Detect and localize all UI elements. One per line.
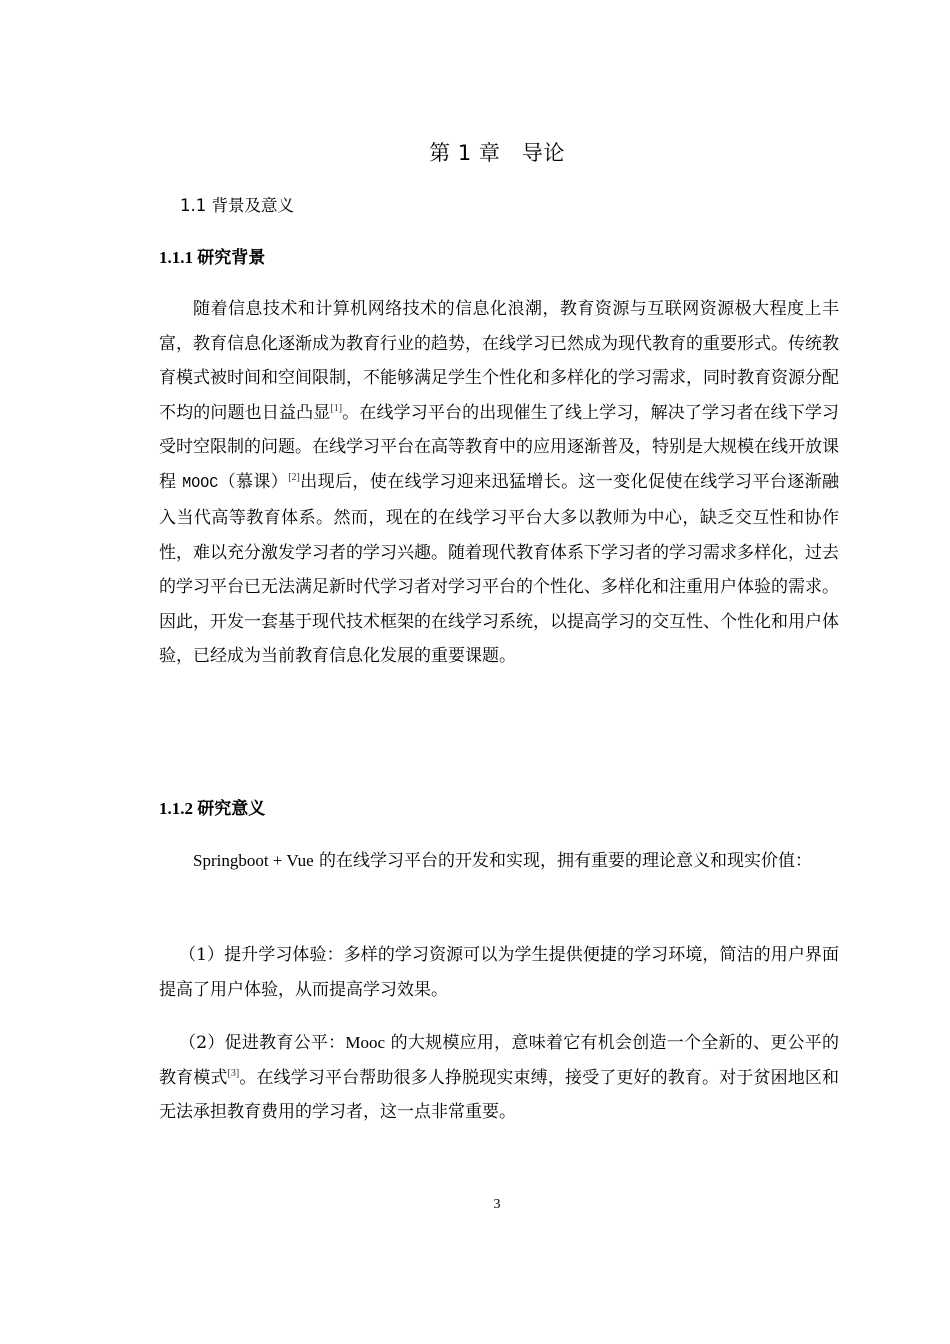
paragraph-text: 出现后，使在线学习迎来迅猛增长。这一变化促使在线学习平台逐渐融入当代高等教育体系。然而，现在的在线学习平台大多以教师为中心，缺乏交互性和协作性，难以充分激发学习者的学习兴趣。随着现代教育体系下学习者的学习需求多样化，过去的学习平台已无法满足新时代学习者对学习平台的个性化、多样化和注重用户体验的需求。因此，开发一套基于现代技术框架的在线学习系统，以提高学习的交互性、个性化和用户体验，已经成为当前教育信息化发展的重要课题。 [159, 471, 840, 666]
tech-stack-term: Springboot + Vue [193, 851, 314, 870]
section-title: 1.1 背景及意义 [180, 196, 294, 215]
paragraph-text: 的大规模应用，意味着它有机会创造一个全新的、更公平的教育模式 [159, 1033, 839, 1088]
mooc-term: Mooc [345, 1033, 386, 1052]
paragraph-text: 。在线学习平台的出现催生了线上学习，解决了学习者在线下学习受时空限制的问题。在线学习平台在高等教育中的应用逐渐普及，特别是大规模在线开放课程 [159, 402, 840, 492]
citation-3: [3] [227, 1067, 240, 1079]
subsection-title-significance: 1.1.2 研究意义 [159, 799, 266, 818]
citation-2: [2] [288, 471, 300, 483]
list-item-learning-experience: （1）提升学习体验：多样的学习资源可以为学生提供便捷的学习环境，简洁的用户界面提高了用户体验，从而提高学习效果。 [159, 945, 839, 1000]
paragraph-significance-intro [159, 844, 839, 879]
paragraph-text: （2）促进教育公平： [179, 1033, 346, 1053]
paragraph-research-background [159, 292, 839, 674]
subsection-title-background: 1.1.1 研究背景 [159, 248, 266, 267]
citation-1: [1] [330, 402, 343, 414]
paragraph-text: 随着信息技术和计算机网络技术的信息化浪潮，教育资源与互联网资源极大程度上丰富，教育信息化逐渐成为教育行业的趋势，在线学习已然成为现代教育的重要形式。传统教育模式被时间和空间限制，不能够满足学生个性化和多样化的学习需求，同时教育资源分配不均的问题也日益凸显 [159, 299, 839, 423]
mooc-term: MOOC [182, 474, 219, 492]
paragraph-text: （慕课） [218, 471, 289, 492]
list-item-education-equity [159, 1026, 839, 1130]
chapter-title: 第 1 章 导论 [429, 141, 565, 165]
page-number: 3 [493, 1197, 501, 1212]
paragraph-text: 的在线学习平台的开发和实现，拥有重要的理论意义和现实价值： [313, 851, 813, 871]
paragraph-text: 。在线学习平台帮助很多人挣脱现实束缚，接受了更好的教育。对于贫困地区和无法承担教育费用的学习者，这一点非常重要。 [159, 1067, 839, 1122]
